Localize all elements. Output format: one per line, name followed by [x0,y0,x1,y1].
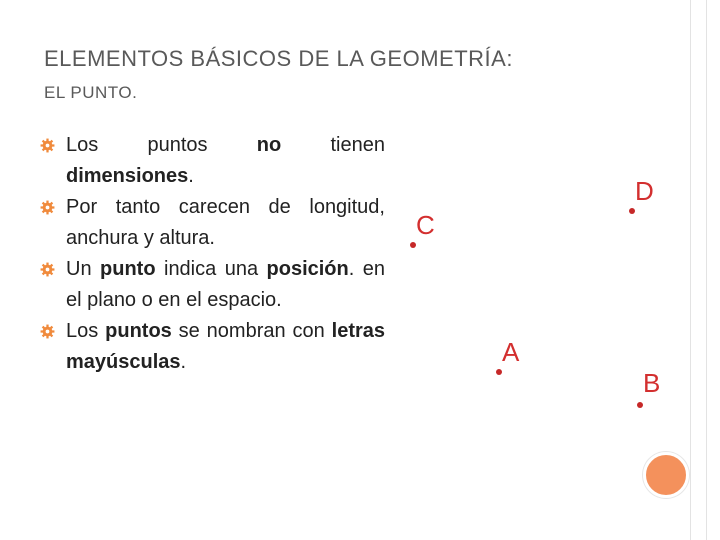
bullet-text: indica una [155,258,267,280]
bullet-item [40,192,385,254]
bullet-bold-text: letras mayúsculas [66,320,386,373]
bullet-text: tienen [281,134,385,156]
point-dot [410,242,416,248]
bullet-item [40,254,385,316]
bullet-text: se nombran con [171,320,332,342]
right-rail-line [690,0,691,540]
bullet-item [40,316,385,378]
bullet-text: . [180,351,187,373]
bullet-list [40,130,385,378]
gear-icon [40,200,55,215]
bullet-text: . en el plano o en el espacio. [66,258,385,311]
gear-icon [40,138,55,153]
point-label-b: B [643,368,661,398]
point-label-c: C [416,210,435,240]
point-dot [629,208,635,214]
title-line-1: ELEMENTOS BÁSICOS DE LA GEOMETRÍA: [44,46,513,71]
bullet-text: Los puntos [66,134,257,156]
point-label-d: D [635,176,654,206]
point-dot [637,402,643,408]
point-dot [496,369,502,375]
bullet-bold-text: punto [100,258,156,280]
bullet-text: Los [66,320,106,342]
bullet-bold-text: puntos [105,320,172,342]
bullet-text: Por tanto carecen de longitud, anchura y altura. [66,196,385,249]
bullet-bold-text: dimensiones [66,165,189,187]
gear-icon [40,324,55,339]
bullet-bold-text: posición [266,258,349,280]
right-rail-line [706,0,707,540]
bullet-text: Un [66,258,101,280]
bullet-item [40,130,385,192]
title-line-2: EL PUNTO. [44,83,138,102]
slide-title [44,40,644,108]
decorative-circle [643,452,689,498]
point-label-a: A [502,337,520,367]
bullet-text: . [188,165,194,187]
bullet-bold-text: no [256,134,282,156]
gear-icon [40,262,55,277]
